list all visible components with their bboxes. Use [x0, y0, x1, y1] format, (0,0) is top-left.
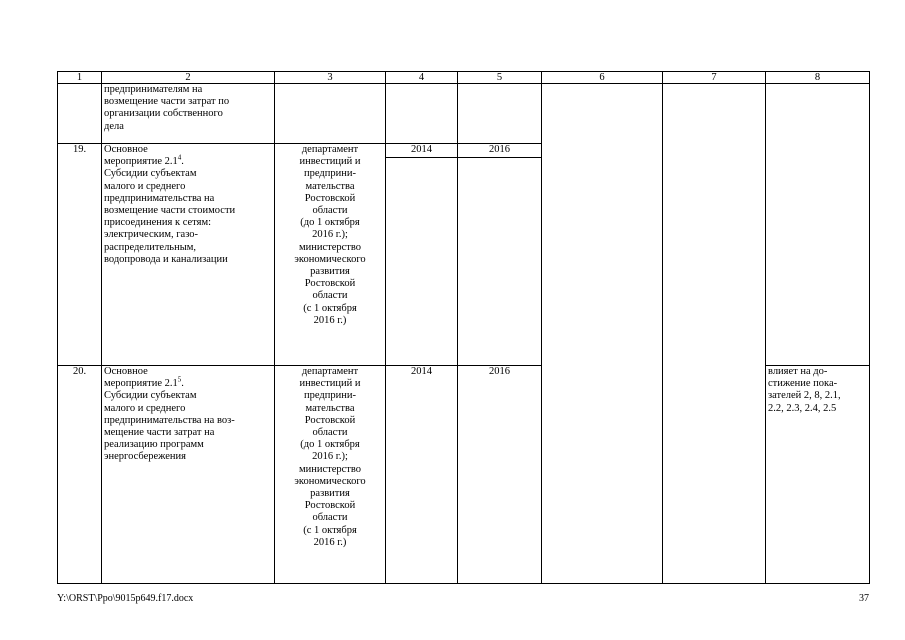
page-number: 37	[859, 593, 869, 604]
header-col-4: 4	[386, 72, 458, 84]
measure-name	[102, 144, 275, 366]
measure-name-rest: . Субсидии субъектам малого и среднего предпринимательства на возмещение части стоимости присоединения к сетям: электрическим, газо- распределительным, водопровода и канализации	[104, 156, 236, 265]
measure-name-rest: . Субсидии субъектам малого и среднего предпринимательства на воз- мещение части затрат на реализацию программ энергосбережения	[104, 378, 235, 463]
executor-cell: департамент инвестиций и предприни- мательства Ростовской области (до 1 октября 2016 г.); министерство экономического развития Ростовской области (с 1 октября 2016 г.)	[275, 144, 386, 366]
header-col-7: 7	[663, 72, 766, 84]
row-number: 20.	[58, 366, 102, 584]
results-column-cell	[542, 84, 663, 584]
measure-name-lead: Основное мероприятие 2.1	[104, 366, 178, 390]
start-year: 2014	[386, 366, 458, 584]
end-year: 2016	[458, 144, 541, 158]
continuation-name-cell: предпринимателям на возмещение части затрат по организации собственного дела	[102, 84, 275, 144]
header-col-1: 1	[58, 72, 102, 84]
continuation-row	[58, 84, 870, 144]
executor-cell: департамент инвестиций и предприни- мательства Ростовской области (до 1 октября 2016 г.); министерство экономического развития Ростовской области (с 1 октября 2016 г.)	[275, 366, 386, 584]
continuation-executor-cell	[275, 84, 386, 144]
measure-name	[102, 366, 275, 584]
row-number: 19.	[58, 144, 102, 366]
header-col-5: 5	[458, 72, 542, 84]
file-path: Y:\ORST\Ppo\9015p649.f17.docx	[57, 593, 194, 604]
start-year-cell	[386, 144, 458, 366]
continuation-end-cell	[458, 84, 542, 144]
header-col-3: 3	[275, 72, 386, 84]
footnote-marker: 5	[177, 375, 182, 384]
continuation-num-cell	[58, 84, 102, 144]
header-col-6: 6	[542, 72, 663, 84]
risks-column-cell	[663, 84, 766, 584]
end-year-cell	[458, 144, 542, 366]
measure-name-lead: Основное мероприятие 2.1	[104, 144, 178, 168]
program-table	[57, 71, 870, 584]
header-row	[58, 72, 870, 84]
header-col-8: 8	[766, 72, 870, 84]
footnote-marker: 4	[177, 153, 182, 162]
end-year: 2016	[458, 366, 542, 584]
header-col-2: 2	[102, 72, 275, 84]
start-year: 2014	[386, 144, 457, 158]
continuation-start-cell	[386, 84, 458, 144]
indicators-cell: влияет на до- стижение пока- зателей 2, 8, 2.1, 2.2, 2.3, 2.4, 2.5	[766, 366, 870, 584]
indicators-cell-upper	[766, 84, 870, 366]
